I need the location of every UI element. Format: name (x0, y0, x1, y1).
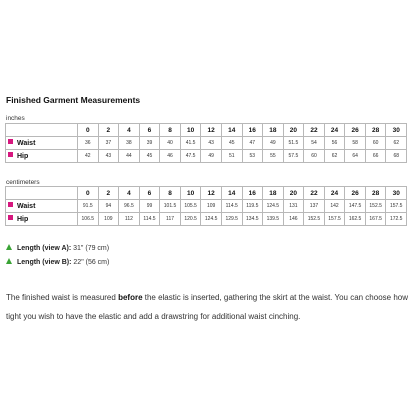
measurement-cell: 152.5 (304, 213, 325, 226)
row-label-text: Waist (17, 139, 36, 147)
measurement-cell: 36 (78, 137, 99, 150)
measurement-cell: 39 (139, 137, 160, 150)
measurement-cell: 58 (345, 137, 366, 150)
measurement-cell: 137 (304, 200, 325, 213)
measurement-cell: 157.5 (386, 200, 407, 213)
measurement-cell: 60 (365, 137, 386, 150)
measurement-cell: 131 (283, 200, 304, 213)
measurement-cell: 105.5 (180, 200, 201, 213)
measurement-cell: 43 (201, 137, 222, 150)
measurement-cell: 62 (386, 137, 407, 150)
size-header-cell: 24 (324, 124, 345, 137)
measurement-cell: 68 (386, 150, 407, 163)
measurement-cell: 44 (119, 150, 140, 163)
measurement-cell: 47.5 (180, 150, 201, 163)
measurement-cell: 57.5 (283, 150, 304, 163)
measurement-cell: 51 (221, 150, 242, 163)
unit-label-centimeters: centimeters (6, 179, 40, 186)
measurement-cell: 106.5 (78, 213, 99, 226)
size-header-cell: 26 (345, 124, 366, 137)
measurement-cell: 45 (221, 137, 242, 150)
square-bullet-icon (8, 215, 13, 220)
measurement-cell: 56 (324, 137, 345, 150)
table-row (6, 137, 407, 150)
size-header-cell: 14 (221, 187, 242, 200)
size-header-cell: 2 (98, 124, 119, 137)
size-header-row (6, 187, 407, 200)
size-header-cell: 20 (283, 124, 304, 137)
measurement-cell: 146 (283, 213, 304, 226)
measurement-cell: 40 (160, 137, 181, 150)
table-row (6, 150, 407, 163)
measurement-cell: 47 (242, 137, 263, 150)
measurement-cell: 53 (242, 150, 263, 163)
size-header-cell: 30 (386, 124, 407, 137)
table-inches (5, 123, 407, 163)
measurement-cell: 114.5 (221, 200, 242, 213)
row-label (6, 213, 78, 226)
measurement-cell: 49 (263, 137, 284, 150)
measurement-cell: 162.5 (345, 213, 366, 226)
size-header-cell: 22 (304, 124, 325, 137)
size-header-cell: 14 (221, 124, 242, 137)
measurement-cell: 91.5 (78, 200, 99, 213)
measurement-cell: 172.5 (386, 213, 407, 226)
measurement-cell: 94 (98, 200, 119, 213)
size-header-cell: 16 (242, 124, 263, 137)
size-header-cell: 4 (119, 187, 140, 200)
row-label-text: Hip (17, 215, 29, 223)
measurement-cell: 37 (98, 137, 119, 150)
measurement-cell: 99 (139, 200, 160, 213)
measurement-cell: 109 (201, 200, 222, 213)
row-label (6, 200, 78, 213)
size-header-cell: 12 (201, 187, 222, 200)
size-header-cell: 6 (139, 124, 160, 137)
length-list (6, 242, 109, 270)
table-row (6, 213, 407, 226)
length-label: Length (view B): (17, 259, 72, 266)
measurement-cell: 101.5 (160, 200, 181, 213)
measurement-cell: 124.5 (201, 213, 222, 226)
description-paragraph (6, 288, 410, 326)
row-label-text: Waist (17, 202, 36, 210)
size-header-cell: 0 (78, 187, 99, 200)
length-view-b (6, 256, 109, 270)
measurement-cell: 49 (201, 150, 222, 163)
size-header-cell: 18 (263, 187, 284, 200)
page-title: Finished Garment Measurements (6, 95, 141, 105)
size-header-cell: 4 (119, 124, 140, 137)
measurement-cell: 124.5 (263, 200, 284, 213)
measurement-cell: 64 (345, 150, 366, 163)
size-header-cell: 6 (139, 187, 160, 200)
size-header-cell: 30 (386, 187, 407, 200)
square-bullet-icon (8, 152, 13, 157)
measurement-cell: 109 (98, 213, 119, 226)
size-header-cell: 8 (160, 187, 181, 200)
description-after: the elastic is inserted, gathering the skirt at the waist. You can choose how tight you wish to have the elastic and add a drawstring for additional waist cinching. (6, 293, 409, 321)
size-header-cell: 10 (180, 187, 201, 200)
measurement-cell: 134.5 (242, 213, 263, 226)
description-before: The finished waist is measured (6, 293, 119, 302)
measurement-cell: 114.5 (139, 213, 160, 226)
row-label-text: Hip (17, 152, 29, 160)
triangle-icon (6, 244, 12, 250)
square-bullet-icon (8, 202, 13, 207)
header-corner-cell (6, 187, 78, 200)
measurement-cell: 119.5 (242, 200, 263, 213)
measurement-cell: 43 (98, 150, 119, 163)
size-header-cell: 28 (365, 124, 386, 137)
table-centimeters (5, 186, 407, 226)
length-value: 22" (56 cm) (73, 259, 110, 266)
measurement-cell: 120.5 (180, 213, 201, 226)
size-header-cell: 8 (160, 124, 181, 137)
measurement-cell: 157.5 (324, 213, 345, 226)
table-row (6, 200, 407, 213)
length-view-a (6, 242, 109, 256)
measurement-cell: 45 (139, 150, 160, 163)
measurement-cell: 62 (324, 150, 345, 163)
measurement-cell: 152.5 (365, 200, 386, 213)
size-header-cell: 22 (304, 187, 325, 200)
square-bullet-icon (8, 139, 13, 144)
length-label: Length (view A): (17, 245, 72, 252)
measurement-cell: 42 (78, 150, 99, 163)
measurement-cell: 55 (263, 150, 284, 163)
header-corner-cell (6, 124, 78, 137)
measurement-cell: 38 (119, 137, 140, 150)
size-header-cell: 28 (365, 187, 386, 200)
measurement-cell: 66 (365, 150, 386, 163)
size-header-cell: 24 (324, 187, 345, 200)
size-header-cell: 16 (242, 187, 263, 200)
measurement-cell: 96.5 (119, 200, 140, 213)
measurement-cell: 167.5 (365, 213, 386, 226)
size-header-cell: 12 (201, 124, 222, 137)
measurement-cell: 139.5 (263, 213, 284, 226)
size-header-cell: 0 (78, 124, 99, 137)
measurement-cell: 112 (119, 213, 140, 226)
measurement-cell: 46 (160, 150, 181, 163)
size-header-cell: 10 (180, 124, 201, 137)
size-header-cell: 20 (283, 187, 304, 200)
measurement-cell: 41.5 (180, 137, 201, 150)
measurement-cell: 54 (304, 137, 325, 150)
size-header-cell: 26 (345, 187, 366, 200)
description-bold: before (118, 293, 143, 302)
measurement-cell: 51.5 (283, 137, 304, 150)
size-header-row (6, 124, 407, 137)
unit-label-inches: inches (6, 115, 25, 122)
row-label (6, 150, 78, 163)
row-label (6, 137, 78, 150)
measurement-cell: 142 (324, 200, 345, 213)
measurement-cell: 60 (304, 150, 325, 163)
triangle-icon (6, 258, 12, 264)
measurement-cell: 117 (160, 213, 181, 226)
measurement-cell: 147.5 (345, 200, 366, 213)
measurement-cell: 129.5 (221, 213, 242, 226)
size-header-cell: 18 (263, 124, 284, 137)
length-value: 31" (79 cm) (73, 245, 110, 252)
size-header-cell: 2 (98, 187, 119, 200)
